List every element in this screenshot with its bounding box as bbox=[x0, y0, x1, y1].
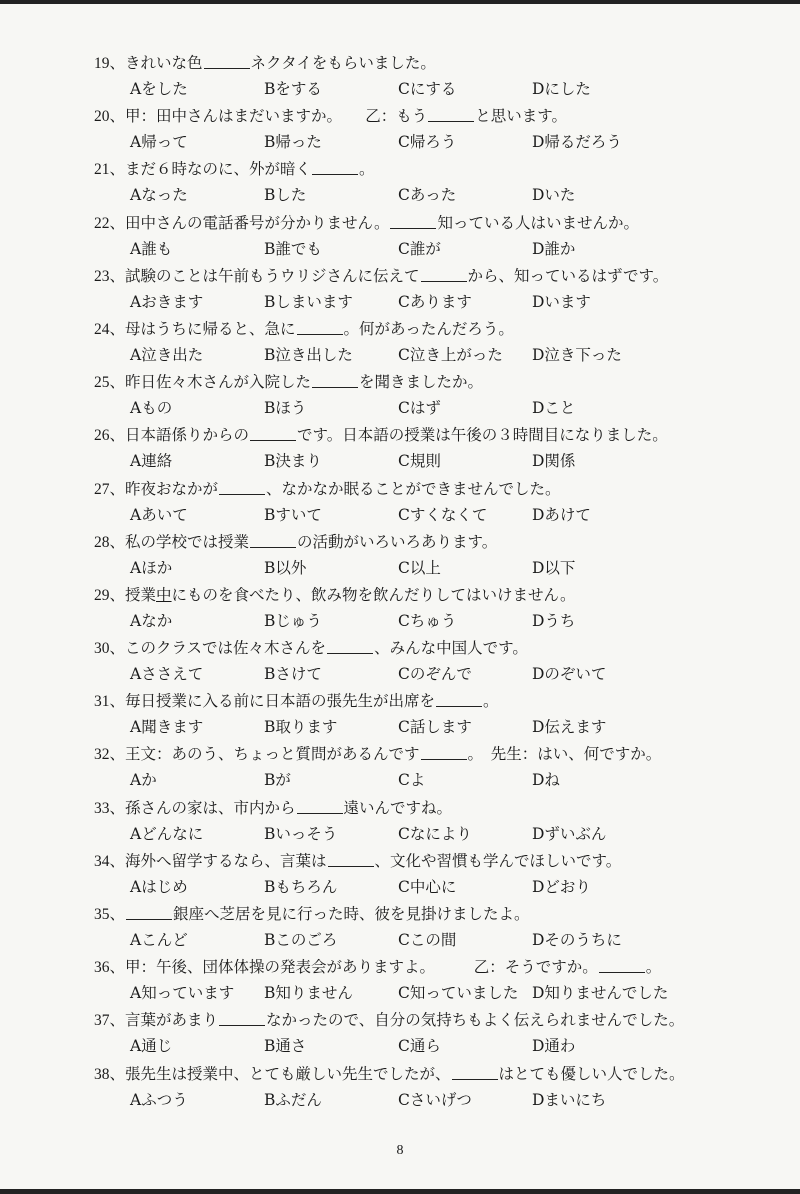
answer-option: D以下 bbox=[532, 558, 576, 577]
answer-options bbox=[130, 927, 774, 954]
question-stem bbox=[94, 529, 774, 555]
answer-option: C知っていました bbox=[398, 984, 519, 1003]
answer-option: B帰った bbox=[264, 133, 322, 152]
question-number: 32、 bbox=[94, 746, 126, 764]
question-list bbox=[94, 50, 774, 1114]
question-text-after-blank: 。 先生：はい、何ですか。 bbox=[467, 745, 662, 764]
question-number: 34、 bbox=[94, 852, 126, 870]
answer-options bbox=[130, 980, 774, 1007]
answer-option: Dいた bbox=[532, 186, 576, 205]
answer-blank bbox=[250, 424, 296, 441]
question-stem bbox=[94, 103, 774, 129]
answer-options bbox=[130, 1087, 774, 1114]
answer-option: Bこのごろ bbox=[264, 931, 338, 949]
answer-option: Cさいげつ bbox=[398, 1090, 472, 1109]
question-text-after-blank: 銀座へ芝居を見に行った時、彼を見掛けましたよ。 bbox=[173, 905, 530, 923]
top-border bbox=[0, 0, 800, 4]
answer-option: Dそのうちに bbox=[532, 931, 622, 949]
answer-option: Cなにより bbox=[398, 824, 472, 843]
answer-option: C通ら bbox=[398, 1037, 441, 1056]
question-text-before-blank: 授業 bbox=[125, 585, 157, 604]
answer-option: Cのぞんで bbox=[398, 665, 472, 684]
answer-option: C中心に bbox=[398, 877, 457, 896]
question-stem bbox=[94, 316, 774, 342]
question-text-after-blank: から、知っているはずです。 bbox=[467, 266, 669, 285]
question-number: 30、 bbox=[94, 640, 126, 658]
question-item bbox=[94, 635, 774, 688]
question-number: 21、 bbox=[94, 161, 126, 179]
question-text-after-blank: 、文化や習慣も学んでほしいです。 bbox=[374, 851, 622, 870]
question-text-before-blank: 田中さんの電話番号が分かりません。 bbox=[125, 213, 390, 232]
answer-option: Dのぞいて bbox=[532, 665, 607, 684]
question-text-before-blank: きれいな色 bbox=[125, 54, 203, 72]
question-number: 19、 bbox=[94, 55, 126, 72]
answer-options bbox=[130, 502, 774, 529]
question-text-before-blank: 甲：田中さんはまだいますか。 乙：もう bbox=[125, 107, 428, 126]
answer-option: Bもちろん bbox=[264, 877, 338, 896]
answer-blank bbox=[250, 531, 296, 548]
answer-option: Aをした bbox=[130, 80, 188, 98]
question-text-after-blank: 、みんな中国人です。 bbox=[374, 639, 528, 658]
answer-option: C以上 bbox=[398, 558, 441, 577]
question-number: 37、 bbox=[94, 1012, 126, 1030]
question-text-after-blank: 。何があったんだろう。 bbox=[343, 319, 514, 338]
answer-option: Aこんど bbox=[130, 931, 188, 949]
question-stem bbox=[94, 848, 774, 874]
answer-option: Dね bbox=[532, 771, 560, 790]
answer-blank bbox=[436, 690, 482, 707]
answer-option: Bが bbox=[264, 771, 291, 790]
answer-option: Bした bbox=[264, 186, 307, 205]
answer-options bbox=[130, 342, 774, 369]
question-stem bbox=[94, 369, 774, 395]
answer-option: Cはず bbox=[398, 399, 441, 418]
question-text-before-blank: 孫さんの家は、市内から bbox=[125, 798, 296, 817]
answer-options bbox=[130, 395, 774, 422]
question-item bbox=[94, 688, 774, 741]
answer-option: Aなった bbox=[130, 186, 188, 205]
answer-option: D知りませんでした bbox=[532, 984, 669, 1003]
question-text-before-blank: 毎日授業に入る前に日本語の張先生が出席を bbox=[125, 692, 436, 711]
answer-option: Bさけて bbox=[264, 665, 322, 684]
question-item bbox=[94, 316, 774, 369]
answer-options bbox=[130, 821, 774, 848]
answer-option: A泣き出た bbox=[130, 345, 204, 364]
question-item bbox=[94, 1007, 774, 1060]
question-text-before-blank: 海外へ留学するなら、言葉は bbox=[125, 851, 327, 870]
question-text-after-blank: 、なかなか眠ることができませんでした。 bbox=[266, 479, 561, 498]
question-number: 27、 bbox=[94, 480, 126, 498]
answer-options bbox=[130, 767, 774, 794]
answer-option: C帰ろう bbox=[398, 133, 457, 152]
question-text-before-blank: 日本語係りからの bbox=[125, 426, 250, 445]
answer-option: D泣き下った bbox=[532, 345, 622, 364]
question-item bbox=[94, 50, 774, 103]
answer-blank bbox=[204, 52, 250, 69]
answer-option: A帰って bbox=[130, 133, 188, 152]
question-item bbox=[94, 369, 774, 422]
answer-option: Bじゅう bbox=[264, 611, 322, 630]
question-number: 38、 bbox=[94, 1065, 126, 1083]
question-number: 25、 bbox=[94, 374, 126, 392]
question-item bbox=[94, 422, 774, 475]
question-text-before-blank: まだ６時なのに、外が暗く bbox=[125, 160, 312, 179]
question-item bbox=[94, 1061, 774, 1114]
answer-option: Dいます bbox=[532, 292, 591, 311]
answer-options bbox=[130, 1033, 774, 1060]
question-number: 22、 bbox=[94, 214, 126, 232]
answer-options bbox=[130, 76, 774, 103]
answer-option: D帰るだろう bbox=[532, 133, 622, 152]
answer-option: Bいっそう bbox=[264, 824, 338, 843]
answer-option: Cよ bbox=[398, 771, 426, 790]
answer-option: Cあります bbox=[398, 292, 472, 311]
question-number: 35、 bbox=[94, 906, 126, 923]
answer-option: A知っています bbox=[130, 984, 235, 1003]
question-number: 20、 bbox=[94, 108, 126, 126]
answer-option: D関係 bbox=[532, 452, 576, 471]
question-item bbox=[94, 741, 774, 794]
question-item bbox=[94, 156, 774, 209]
answer-option: Aもの bbox=[130, 399, 173, 418]
underlined-word: 中 bbox=[156, 585, 172, 604]
answer-option: Aあいて bbox=[130, 505, 188, 524]
answer-option: Bをする bbox=[264, 80, 322, 98]
answer-blank bbox=[421, 743, 467, 760]
question-text-before-blank: 王文：あのう、ちょっと質問があるんです bbox=[125, 745, 420, 764]
answer-option: B決まり bbox=[264, 452, 322, 471]
question-stem bbox=[94, 50, 774, 76]
answer-option: B通さ bbox=[264, 1037, 307, 1056]
question-number: 24、 bbox=[94, 320, 126, 338]
answer-option: C泣き上がった bbox=[398, 345, 503, 364]
question-text-after-blank: はとても優しい人でした。 bbox=[498, 1064, 685, 1083]
answer-options bbox=[130, 714, 774, 741]
question-text-before-blank: 張先生は授業中、とても厳しい先生でしたが、 bbox=[125, 1064, 451, 1083]
answer-blank bbox=[328, 850, 374, 867]
answer-option: Cこの間 bbox=[398, 931, 457, 949]
question-item bbox=[94, 103, 774, 156]
question-text-before-blank: 言葉があまり bbox=[125, 1011, 219, 1030]
answer-option: B以外 bbox=[264, 558, 307, 577]
question-stem bbox=[94, 954, 774, 980]
answer-blank bbox=[312, 158, 358, 175]
answer-options bbox=[130, 129, 774, 156]
question-text-after-blank: 。 bbox=[645, 958, 662, 977]
question-text-before-blank: 私の学校では授業 bbox=[125, 532, 250, 551]
question-item bbox=[94, 954, 774, 1007]
question-text-after-blank: なかったので、自分の気持ちもよく伝えられませんでした。 bbox=[266, 1011, 685, 1030]
answer-blank bbox=[390, 212, 436, 229]
page-number: 8 bbox=[396, 1143, 404, 1158]
answer-blank bbox=[421, 265, 467, 282]
question-stem bbox=[94, 901, 774, 927]
answer-option: C規則 bbox=[398, 452, 441, 471]
answer-option: Aか bbox=[130, 771, 157, 790]
question-text-before-blank: このクラスでは佐々木さんを bbox=[125, 639, 327, 658]
answer-option: Aほか bbox=[130, 558, 173, 577]
answer-option: D通わ bbox=[532, 1037, 576, 1056]
answer-blank bbox=[599, 956, 645, 973]
answer-option: Dにした bbox=[532, 80, 591, 98]
question-stem bbox=[94, 476, 774, 502]
question-stem bbox=[94, 263, 774, 289]
answer-option: Aはじめ bbox=[130, 877, 188, 896]
question-text-before-blank: 昨夜おなかが bbox=[125, 479, 219, 498]
question-number: 28、 bbox=[94, 533, 126, 551]
question-text-after-blank: 知っている人はいませんか。 bbox=[437, 213, 639, 232]
answer-options bbox=[130, 874, 774, 901]
answer-option: Dこと bbox=[532, 399, 576, 418]
answer-option: Cにする bbox=[398, 80, 457, 98]
answer-option: A通じ bbox=[130, 1037, 173, 1056]
question-text-after-blank: にものを食べたり、飲み物を飲んだりしてはいけません。 bbox=[171, 585, 576, 604]
answer-option: Aささえて bbox=[130, 665, 204, 684]
answer-option: Dどおり bbox=[532, 877, 591, 896]
answer-option: Cあった bbox=[398, 186, 457, 205]
question-number: 26、 bbox=[94, 427, 126, 445]
answer-option: Aどんなに bbox=[130, 824, 204, 843]
answer-options bbox=[130, 236, 774, 263]
question-text-before-blank: 試験のことは午前もうウリジさんに伝えて bbox=[125, 266, 420, 285]
answer-option: Cすくなくて bbox=[398, 505, 488, 524]
answer-option: A聞きます bbox=[130, 718, 204, 737]
question-text-after-blank: と思います。 bbox=[475, 107, 568, 126]
answer-option: D誰か bbox=[532, 239, 576, 258]
answer-options bbox=[130, 661, 774, 688]
question-stem bbox=[94, 582, 774, 608]
question-stem bbox=[94, 635, 774, 661]
answer-blank bbox=[219, 1009, 265, 1026]
answer-option: Dずいぶん bbox=[532, 824, 607, 843]
answer-option: Bほう bbox=[264, 399, 307, 418]
question-stem bbox=[94, 1061, 774, 1087]
answer-options bbox=[130, 289, 774, 316]
answer-option: C誰が bbox=[398, 239, 441, 258]
answer-options bbox=[130, 182, 774, 209]
question-item bbox=[94, 210, 774, 263]
question-stem bbox=[94, 741, 774, 767]
answer-options bbox=[130, 555, 774, 582]
question-stem bbox=[94, 210, 774, 236]
answer-option: D伝えます bbox=[532, 718, 607, 737]
question-text-before-blank: 昨日佐々木さんが入院した bbox=[125, 373, 312, 392]
answer-option: Aふつう bbox=[130, 1090, 188, 1109]
answer-option: Bふだん bbox=[264, 1090, 322, 1109]
answer-option: Cちゅう bbox=[398, 611, 457, 630]
question-number: 36、 bbox=[94, 959, 126, 977]
answer-option: Dうち bbox=[532, 611, 576, 630]
answer-blank bbox=[327, 637, 373, 654]
question-stem bbox=[94, 795, 774, 821]
answer-option: Dまいにち bbox=[532, 1090, 607, 1109]
question-item bbox=[94, 582, 774, 635]
answer-options bbox=[130, 448, 774, 475]
answer-blank bbox=[428, 105, 474, 122]
question-item bbox=[94, 263, 774, 316]
question-text-after-blank: ネクタイをもらいました。 bbox=[250, 54, 436, 72]
answer-option: A誰も bbox=[130, 239, 173, 258]
question-text-before-blank: 母はうちに帰ると、急に bbox=[125, 319, 296, 338]
question-text-after-blank: を聞きましたか。 bbox=[359, 373, 484, 392]
question-item bbox=[94, 529, 774, 582]
question-stem bbox=[94, 422, 774, 448]
answer-option: Aなか bbox=[130, 611, 173, 630]
question-text-after-blank: 。 bbox=[483, 692, 499, 711]
question-number: 31、 bbox=[94, 693, 126, 711]
question-number: 33、 bbox=[94, 799, 126, 817]
question-stem bbox=[94, 156, 774, 182]
answer-option: Bすいて bbox=[264, 505, 322, 524]
answer-option: B取ります bbox=[264, 718, 338, 737]
question-text-after-blank: 遠いんですね。 bbox=[343, 798, 453, 817]
answer-option: Bしまいます bbox=[264, 292, 353, 311]
answer-option: B泣き出した bbox=[264, 345, 353, 364]
question-text-before-blank: 甲：午後、団体体操の発表会がありますよ。 乙：そうですか。 bbox=[125, 958, 598, 977]
question-stem bbox=[94, 688, 774, 714]
question-item bbox=[94, 848, 774, 901]
answer-options bbox=[130, 608, 774, 635]
answer-option: Aおきます bbox=[130, 292, 204, 311]
question-item bbox=[94, 901, 774, 954]
answer-blank bbox=[297, 318, 343, 335]
answer-blank bbox=[219, 478, 265, 495]
answer-blank bbox=[126, 903, 172, 920]
answer-blank bbox=[452, 1063, 498, 1080]
question-stem bbox=[94, 1007, 774, 1033]
question-item bbox=[94, 476, 774, 529]
question-number: 29、 bbox=[94, 586, 126, 604]
answer-blank bbox=[297, 797, 343, 814]
answer-option: Dあけて bbox=[532, 505, 591, 524]
question-text-after-blank: です。日本語の授業は午後の３時間目になりました。 bbox=[297, 426, 668, 445]
answer-option: A連絡 bbox=[130, 452, 173, 471]
answer-blank bbox=[312, 371, 358, 388]
question-text-after-blank: 。 bbox=[359, 160, 375, 179]
answer-option: B知りません bbox=[264, 984, 353, 1003]
question-text-after-blank: の活動がいろいろあります。 bbox=[297, 532, 498, 551]
question-number: 23、 bbox=[94, 267, 126, 285]
answer-option: B誰でも bbox=[264, 239, 322, 258]
answer-option: C話します bbox=[398, 718, 472, 737]
question-item bbox=[94, 795, 774, 848]
bottom-border bbox=[0, 1189, 800, 1194]
